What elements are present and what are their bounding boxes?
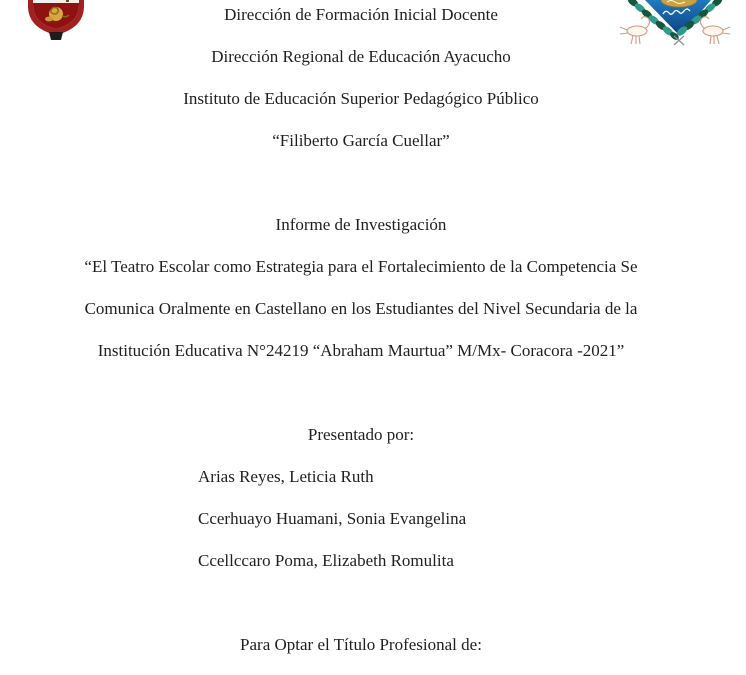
title-page-content [28, 0, 694, 666]
header-line-direccion-regional: Dirección Regional de Educación Ayacucho [211, 47, 511, 66]
author-name-1: Arias Reyes, Leticia Ruth [198, 467, 374, 486]
report-type-label: Informe de Investigación [275, 215, 447, 234]
author-name-3: Ccellccaro Poma, Elizabeth Romulita [198, 551, 454, 570]
header-line-direccion-formacion: Dirección de Formación Inicial Docente [224, 5, 498, 24]
thesis-title-line-1: “El Teatro Escolar como Estrategia para el Fortalecimiento de la Competencia Se [84, 257, 638, 276]
blank-line [28, 162, 694, 204]
author-name-2: Ccerhuayo Huamani, Sonia Evangelina [198, 509, 467, 528]
degree-label: Para Optar el Título Profesional de: [240, 635, 482, 654]
thesis-title-line-3: Institución Educativa N°24219 “Abraham Maurtua” M/Mx- Coracora -2021” [97, 341, 625, 360]
header-line-instituto: Instituto de Educación Superior Pedagógico Público [183, 89, 539, 108]
thesis-title-line-2: Comunica Oralmente en Castellano en los Estudiantes del Nivel Secundaria de la [84, 299, 638, 318]
presented-by-label: Presentado por: [307, 425, 415, 444]
header-line-institute-name: “Filiberto García Cuellar” [272, 131, 450, 150]
blank-line [28, 372, 694, 414]
blank-line [28, 582, 694, 624]
